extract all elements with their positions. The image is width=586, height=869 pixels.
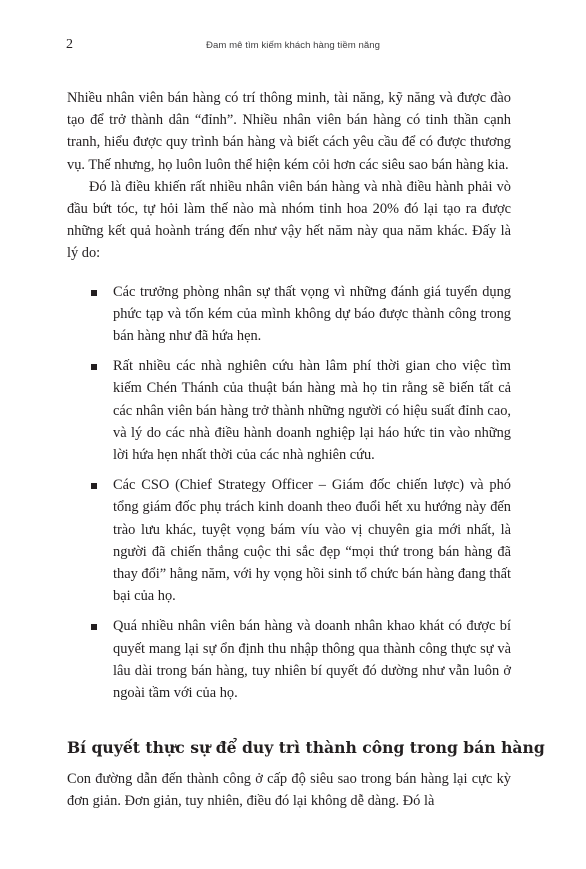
bullet-list xyxy=(67,281,511,705)
page-number: 2 xyxy=(66,37,73,52)
section-paragraph: Con đường dẫn đến thành công ở cấp độ siêu sao trong bán hàng lại cực kỳ đơn giản. Đơn giản, tuy nhiên, điều đó lại không dễ dàng. Đó là xyxy=(67,771,511,810)
square-bullet-icon xyxy=(91,290,97,296)
page-body xyxy=(67,87,545,813)
intro-paragraph: Đó là điều khiến rất nhiều nhân viên bán hàng và nhà điều hành phải vò đầu bứt tóc, tự hỏi làm thế nào mà nhóm tinh hoa 20% đó lại tạo ra được những kết quả hoành tráng đến như vậy hết năm này qua năm khác. Đấy là lý do: xyxy=(67,178,511,262)
bullet-text: Các trưởng phòng nhân sự thất vọng vì những đánh giá tuyển dụng phức tạp và tốn kém của mình không dự báo được thành công trong bán hàng như đã hứa hẹn. xyxy=(113,283,511,345)
section-heading: Bí quyết thực sự để duy trì thành công trong bán hàng xyxy=(67,738,545,758)
intro-paragraph: Nhiều nhân viên bán hàng có trí thông minh, tài năng, kỹ năng và được đào tạo để trở thành dân “đỉnh”. Nhiều nhân viên bán hàng có tinh thần cạnh tranh, hiểu được quy trình bán hàng và biết cách yêu cầu để có được thương vụ. Thế nhưng, họ luôn luôn thể hiện kém cỏi hơn các siêu sao bán hàng kia. xyxy=(67,90,511,173)
square-bullet-icon xyxy=(91,364,97,370)
square-bullet-icon xyxy=(91,483,97,489)
bullet-item xyxy=(67,474,511,607)
bullet-item xyxy=(67,615,511,704)
bullet-item xyxy=(67,281,511,348)
bullet-text: Quá nhiều nhân viên bán hàng và doanh nhân khao khát có được bí quyết mang lại sự ổn định thu nhập thông qua thành công thực sự và lâu dài trong bán hàng, tuy nhiên bí quyết đó dường như vẫn luôn ở ngoài tầm với của họ. xyxy=(113,618,511,702)
bullet-item xyxy=(67,355,511,466)
bullet-text: Rất nhiều các nhà nghiên cứu hàn lâm phí thời gian cho việc tìm kiếm Chén Thánh của thuật bán hàng mà họ tin rằng sẽ biến tất cả các nhân viên bán hàng trở thành những người có hiệu suất đỉnh cao, và lý do các nhà điều hành doanh nghiệp lại háo hức tin vào những lời hứa hẹn nhất thời của các nhà nghiên cứu. xyxy=(113,358,511,464)
running-head-title: Đam mê tìm kiếm khách hàng tiềm năng xyxy=(205,40,381,51)
bullet-text: Các CSO (Chief Strategy Officer – Giám đốc chiến lược) và phó tổng giám đốc phụ trách kinh doanh theo đuổi hết xu hướng này đến trào lưu khác, tuyệt vọng bám víu vào vị chuyên gia mới nhất, là người đã chiến thắng cuộc thi sắc đẹp “mọi thứ trong bán hàng đã thay đổi” hằng năm, với hy vọng hồi sinh tổ chức bán hàng đang thất bại của họ. xyxy=(113,477,511,605)
square-bullet-icon xyxy=(91,624,97,630)
